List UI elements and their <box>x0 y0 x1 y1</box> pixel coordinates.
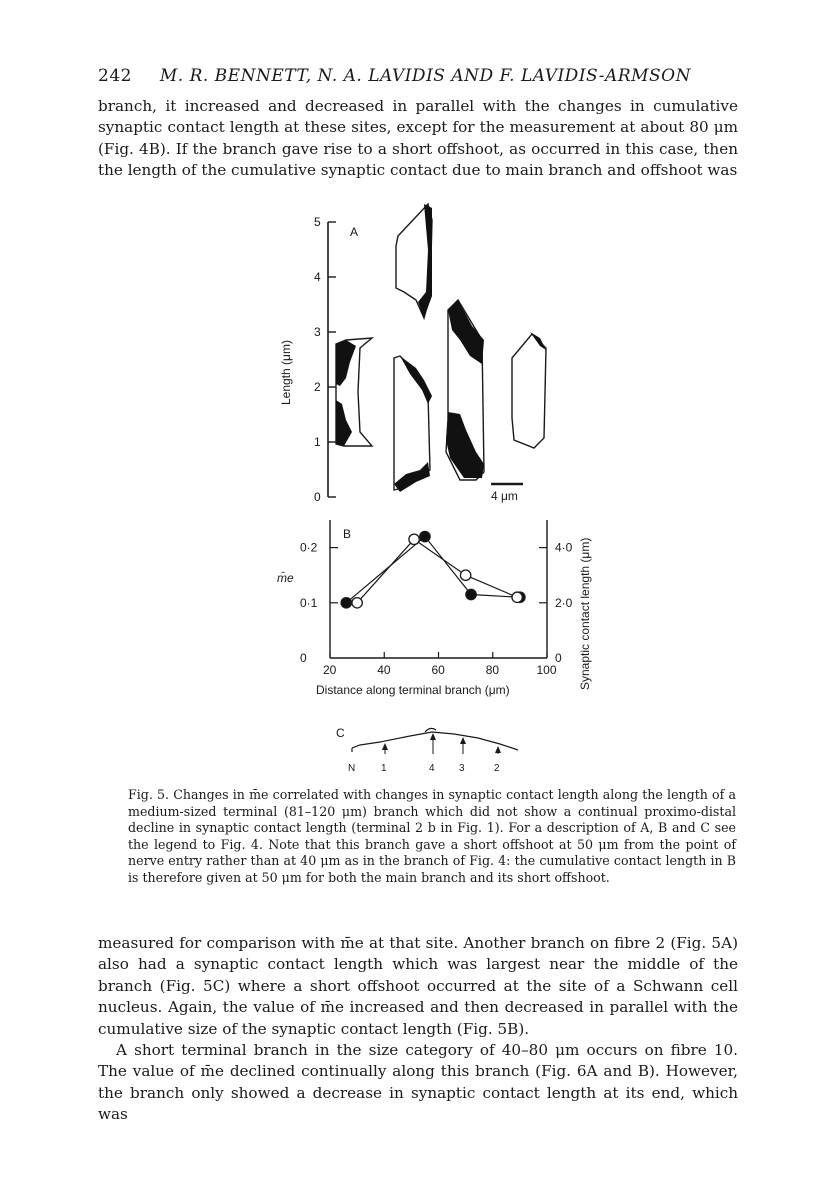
terminal-profile-3 <box>394 356 432 492</box>
marker-arrowhead <box>430 733 436 740</box>
panel-a-tick-label: 1 <box>314 435 321 449</box>
panel-a <box>279 204 546 504</box>
panel-a-tick-label: 4 <box>314 270 321 284</box>
left-y-tick-label: 0·2 <box>300 540 318 555</box>
open-point-0 <box>352 598 362 608</box>
body-paragraph-1: measured for comparison with m̄e at that site. Another branch on fibre 2 (Fig. 5A) also had a synaptic contact length which was largest near the middle of the branch (Fig. 5C) where a short offshoot occurred at the site of a Schwann cell nucleus. Again, the value of m̄e increased and then decreased in parallel with the cumulative size of the synaptic contact length (Fig. 5B). <box>98 934 738 1038</box>
series-line-1 <box>357 539 517 602</box>
terminal-branch-line <box>352 732 518 750</box>
panel-a-tick-label: 2 <box>314 380 321 394</box>
filled-point-0 <box>341 598 351 608</box>
open-point-2 <box>460 570 470 580</box>
panel-c <box>336 726 518 774</box>
panel-a-label: A <box>350 225 359 239</box>
marker-label: 4 <box>429 763 435 774</box>
marker-label: 3 <box>459 763 465 774</box>
panel-b-label: B <box>343 527 352 541</box>
x-tick-label: 40 <box>377 663 391 677</box>
terminal-profile-4 <box>446 300 484 480</box>
x-tick-label: 100 <box>536 663 557 677</box>
right-y-tick-label: 0 <box>555 651 562 665</box>
x-tick-label: 60 <box>431 663 445 677</box>
terminal-profile-1 <box>336 338 372 446</box>
offshoot <box>425 728 436 732</box>
panel-a-tick-label: 0 <box>314 490 321 504</box>
panel-a-tick-label: 5 <box>314 215 321 229</box>
panel-b-plot <box>300 520 573 677</box>
panel-c-label: C <box>336 726 345 740</box>
left-y-tick-label: 0·1 <box>300 595 318 610</box>
panel-b-right-ylabel: Synaptic contact length (μm) <box>578 537 592 690</box>
filled-point-1 <box>420 531 430 541</box>
panel-a-ylabel: Length (μm) <box>279 340 293 405</box>
marker-arrowhead <box>460 737 466 744</box>
panel-b-xlabel: Distance along terminal branch (μm) <box>316 683 510 697</box>
x-tick-label: 20 <box>323 663 337 677</box>
panel-c-markers <box>348 733 501 774</box>
marker-label: N <box>348 763 356 774</box>
figure-caption: Fig. 5. Changes in m̄e correlated with changes in synaptic contact length along the length of a medium-sized terminal (81–120 μm) branch which did not show a continual proximo-distal decline in synaptic contact length (terminal 2 b in Fig. 1). For a description of A, B and C see the legend to Fig. 4. Note that this branch gave a short offshoot at 50 μm from the point of nerve entry rather than at 40 μm as in the branch of Fig. 4: the cumulative contact length in B is therefore given at 50 μm for both the main branch and its short offshoot. <box>128 787 736 885</box>
left-y-tick-label: 0 <box>300 651 307 665</box>
panel-b-left-ylabel: m̄e <box>277 571 294 585</box>
body-paragraph-2: A short terminal branch in the size category of 40–80 μm occurs on fibre 10. The value of m̄e declined continually along this branch (Fig. 6A and B). However, the branch only showed a decrease in synaptic contact length at its end, which was <box>98 1041 738 1124</box>
panel-a-tick-label: 3 <box>314 325 321 339</box>
intro-paragraph: branch, it increased and decreased in parallel with the changes in cumulative synaptic contact length at these sites, except for the measurement at about 80 μm (Fig. 4B). If the branch gave rise to a short offshoot, as occurred in this case, then the length of the cumulative synaptic contact due to main branch and offshoot was <box>98 97 738 180</box>
open-point-1 <box>409 534 419 544</box>
panel-b <box>277 520 592 697</box>
series-line-0 <box>346 537 520 603</box>
terminal-profile-2 <box>396 204 432 318</box>
right-y-tick-label: 2·0 <box>555 595 573 610</box>
terminal-profile-5 <box>512 332 546 448</box>
header-authors: M. R. BENNETT, N. A. LAVIDIS AND F. LAVIDIS-ARMSON <box>159 66 691 86</box>
page-number: 242 <box>98 66 132 86</box>
filled-point-2 <box>466 589 476 599</box>
open-point-3 <box>512 592 522 602</box>
marker-arrowhead <box>382 743 388 750</box>
x-tick-label: 80 <box>485 663 500 677</box>
scale-bar-label: 4 μm <box>491 489 518 503</box>
marker-label: 1 <box>381 763 387 774</box>
panel-a-ticks <box>314 215 336 504</box>
right-y-tick-label: 4·0 <box>555 540 573 555</box>
marker-label: 2 <box>494 763 500 774</box>
marker-arrowhead <box>495 746 501 753</box>
